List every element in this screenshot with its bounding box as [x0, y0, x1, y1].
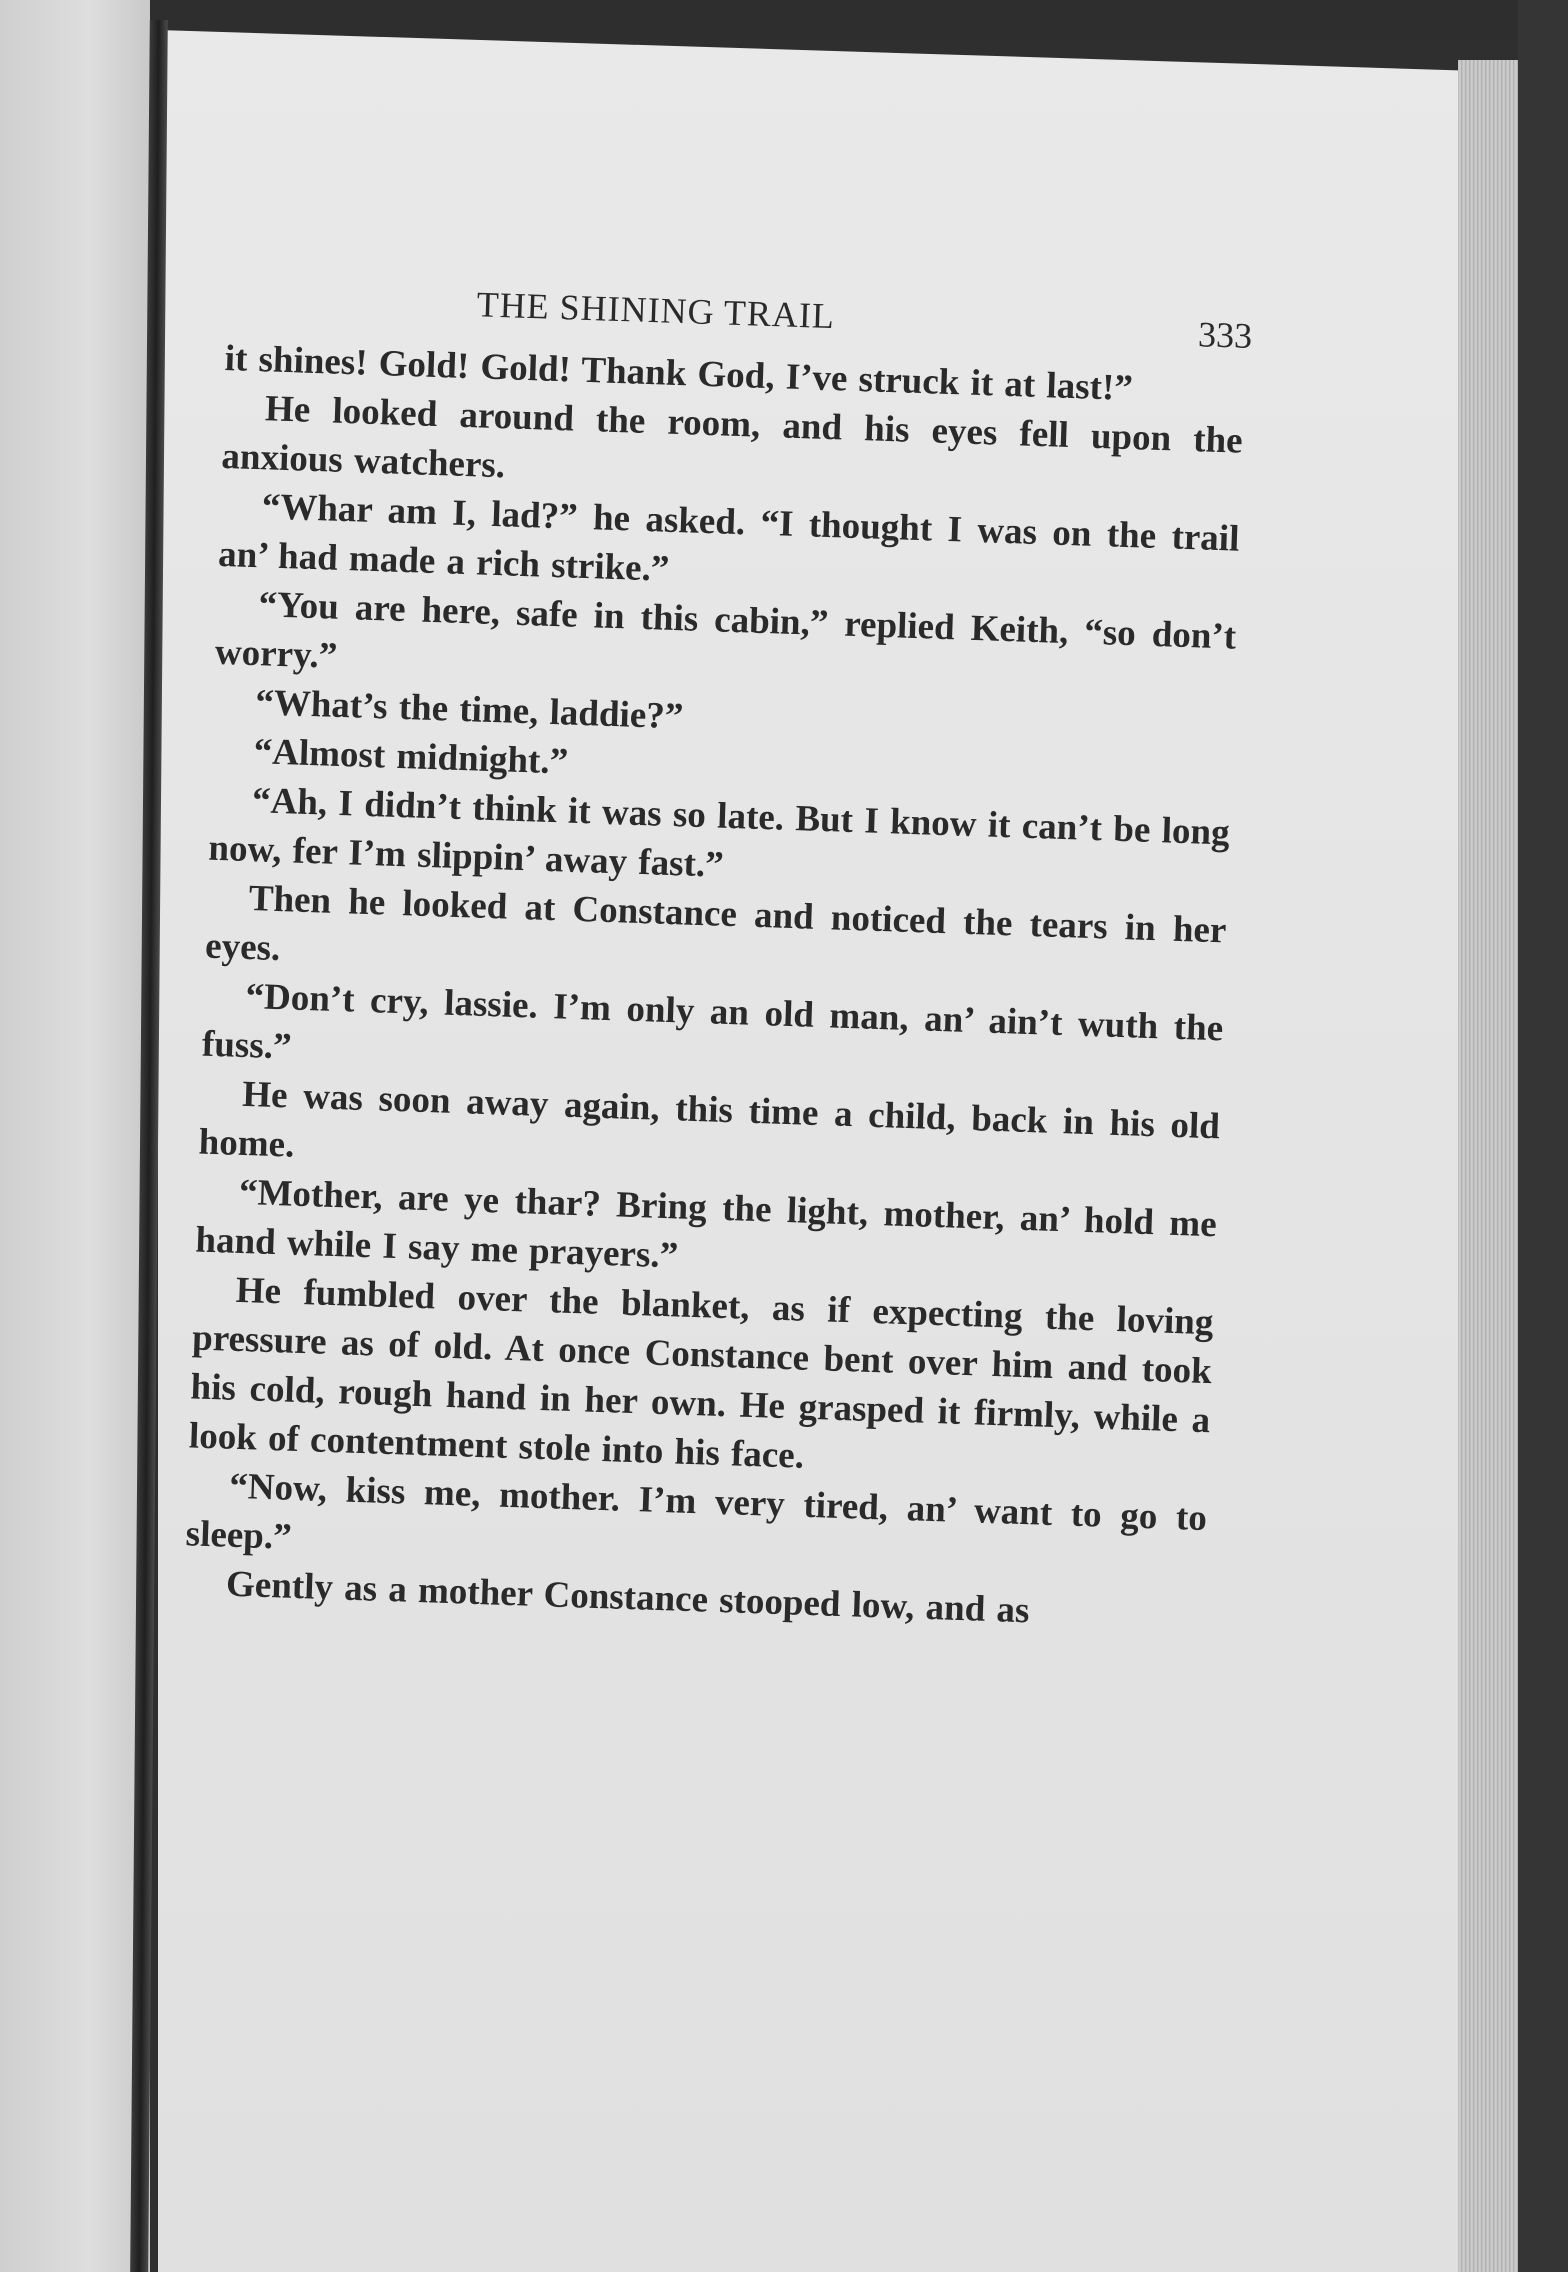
paragraph: it shines! Gold! Gold! Thank God, I’ve struck it at last!”: [224, 337, 1134, 410]
paragraph: “Mother, are ye thar? Bring the light, mother, an’ hold me hand while I say me prayers.”: [194, 1171, 1218, 1277]
paragraph: He looked around the room, and his eyes fell upon the anxious watchers.: [220, 388, 1244, 487]
paragraph: “Ah, I didn’t think it was so late. But I know it can’t be long now, fer I’m slippin’ away fast.”: [207, 780, 1231, 886]
book-title: THE SHINING TRAIL: [476, 284, 836, 337]
paragraph: “Now, kiss me, mother. I’m very tired, an’ want to go to sleep.”: [185, 1465, 1208, 1558]
paragraph: “You are here, safe in this cabin,” replied Keith, “so don’t worry.”: [214, 584, 1237, 677]
scan-background-right: [1518, 0, 1568, 2272]
paragraph: He was soon away again, this time a child, back in his old home.: [198, 1073, 1221, 1166]
page-text: [183, 262, 1253, 1641]
scan-background: [150, 0, 1568, 40]
page-number: 333: [1197, 314, 1253, 356]
page-stack-edge: [1458, 60, 1518, 2272]
paragraph: Then he looked at Constance and noticed the tears in her eyes.: [204, 878, 1228, 970]
paragraph: Gently as a mother Constance stooped low, and as: [225, 1563, 1031, 1632]
paragraph: He fumbled over the blanket, as if expecting the loving pressure as of old. At once Constance bent over him and took his cold, rough hand in her own. He grasped it firmly, while a look of contentment stole into his face.: [188, 1269, 1215, 1477]
paragraph: “Almost midnight.”: [253, 731, 569, 783]
paragraph: “Don’t cry, lassie. I’m only an old man, an’ ain’t wuth the fuss.”: [201, 976, 1224, 1068]
left-page-strip: [0, 0, 150, 2272]
paragraph: “What’s the time, laddie?”: [254, 682, 684, 738]
paragraph: “Whar am I, lad?” he asked. “I thought I was on the trail an’ had made a rich strike.”: [217, 486, 1241, 590]
